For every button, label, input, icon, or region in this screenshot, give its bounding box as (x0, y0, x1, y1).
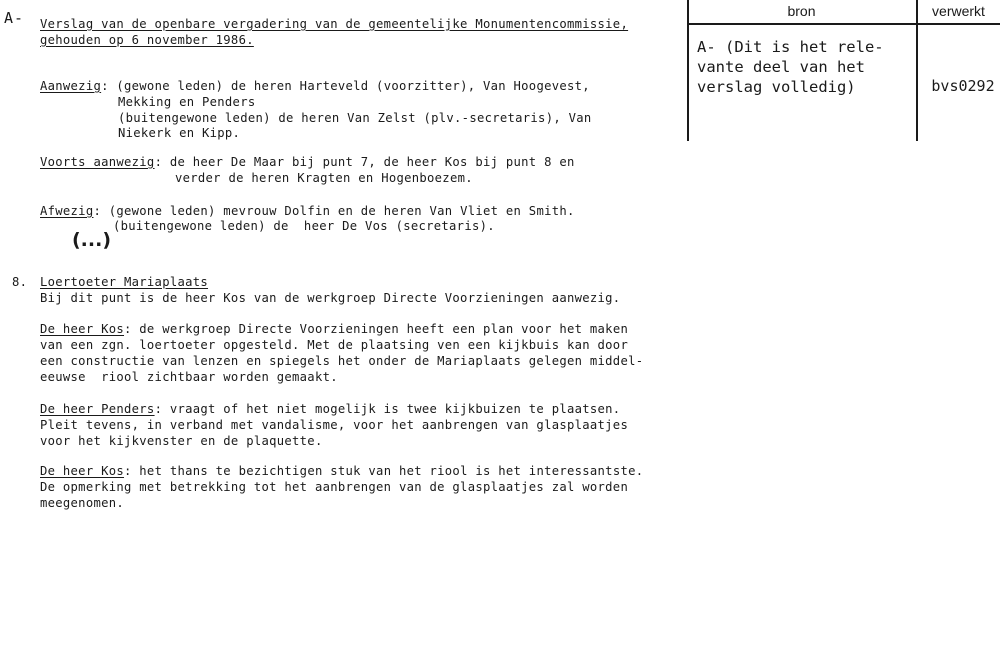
item-intro: Bij dit punt is de heer Kos van de werkgroep Directe Voorzieningen aanwezig. (40, 291, 621, 305)
paragraph-3-line-2: De opmerking met betrekking tot het aanbrengen van de glasplaatjes zal worden (40, 480, 629, 494)
paragraph-3-text: : het thans te bezichtigen stuk van het riool is het interessantste. (124, 464, 644, 478)
present-line-4: Niekerk en Kipp. (118, 126, 241, 140)
present-line-1: : (gewone leden) de heren Harteveld (voorzitter), Van Hoogevest, (101, 79, 590, 93)
absent-line-2: (buitengewone leden) de heer De Vos (secretaris). (113, 219, 495, 233)
paragraph-2-line-1 (40, 401, 620, 417)
table-header-rule (687, 23, 1000, 25)
paragraph-3-line-1 (40, 463, 643, 479)
paragraph-1-text: : de werkgroep Directe Voorzieningen heeft een plan voor het maken (124, 322, 629, 336)
absent-row (40, 203, 575, 219)
absent-line-1: : (gewone leden) mevrouw Dolfin en de heren Van Vliet en Smith. (93, 204, 575, 218)
also-present-label: Voorts aanwezig (40, 155, 155, 169)
present-line-3: (buitengewone leden) de heren Van Zelst (plv.-secretaris), Van (118, 111, 592, 125)
speaker-kos: De heer Kos (40, 322, 125, 336)
source-note (697, 37, 884, 97)
also-present-line-1: : de heer De Maar bij punt 7, de heer Kos bij punt 8 en (154, 155, 575, 169)
source-note-line-2: vante deel van het (697, 58, 865, 76)
omission-ellipsis: (...) (72, 229, 112, 251)
paragraph-1-line-2: van een zgn. loertoeter opgesteld. Met de plaatsing ven een kijkbuis kan door (40, 338, 629, 352)
present-line-2: Mekking en Penders (118, 95, 256, 109)
paragraph-2-text: : vraagt of het niet mogelijk is twee kijkbuizen te plaatsen. (154, 402, 621, 416)
section-marker: A- (4, 9, 25, 27)
also-present-row (40, 154, 575, 170)
paragraph-1-line-4: eeuwse riool zichtbaar worden gemaakt. (40, 370, 338, 384)
source-table (687, 0, 1000, 141)
present-label: Aanwezig (40, 79, 102, 93)
absent-label: Afwezig (40, 204, 94, 218)
column-header-processed: verwerkt (932, 3, 985, 19)
paragraph-2-line-2: Pleit tevens, in verband met vandalisme, voor het aanbrengen van glasplaatjes (40, 418, 629, 432)
speaker-penders: De heer Penders (40, 402, 155, 416)
table-border-left (687, 0, 689, 141)
item-title: Loertoeter Mariaplaats (40, 275, 209, 289)
present-row (40, 78, 590, 94)
also-present-line-2: verder de heren Kragten en Hogenboezem. (175, 171, 473, 185)
speaker-kos-2: De heer Kos (40, 464, 125, 478)
report-title-line-2: gehouden op 6 november 1986. (40, 33, 254, 47)
table-border-middle (916, 0, 918, 141)
processed-code: bvs0292 (931, 77, 995, 95)
column-header-source: bron (787, 3, 816, 19)
paragraph-2-line-3: voor het kijkvenster en de plaquette. (40, 434, 323, 448)
paragraph-3-line-3: meegenomen. (40, 496, 125, 510)
source-note-line-1: A- (Dit is het rele- (697, 38, 884, 56)
item-number: 8. (12, 275, 28, 289)
source-note-line-3: verslag volledig) (697, 78, 856, 96)
paragraph-1-line-1 (40, 321, 628, 337)
paragraph-1-line-3: een constructie van lenzen en spiegels het onder de Mariaplaats gelegen middel- (40, 354, 644, 368)
report-title-line-1: Verslag van de openbare vergadering van de gemeentelijke Monumentencommissie, (40, 17, 629, 31)
